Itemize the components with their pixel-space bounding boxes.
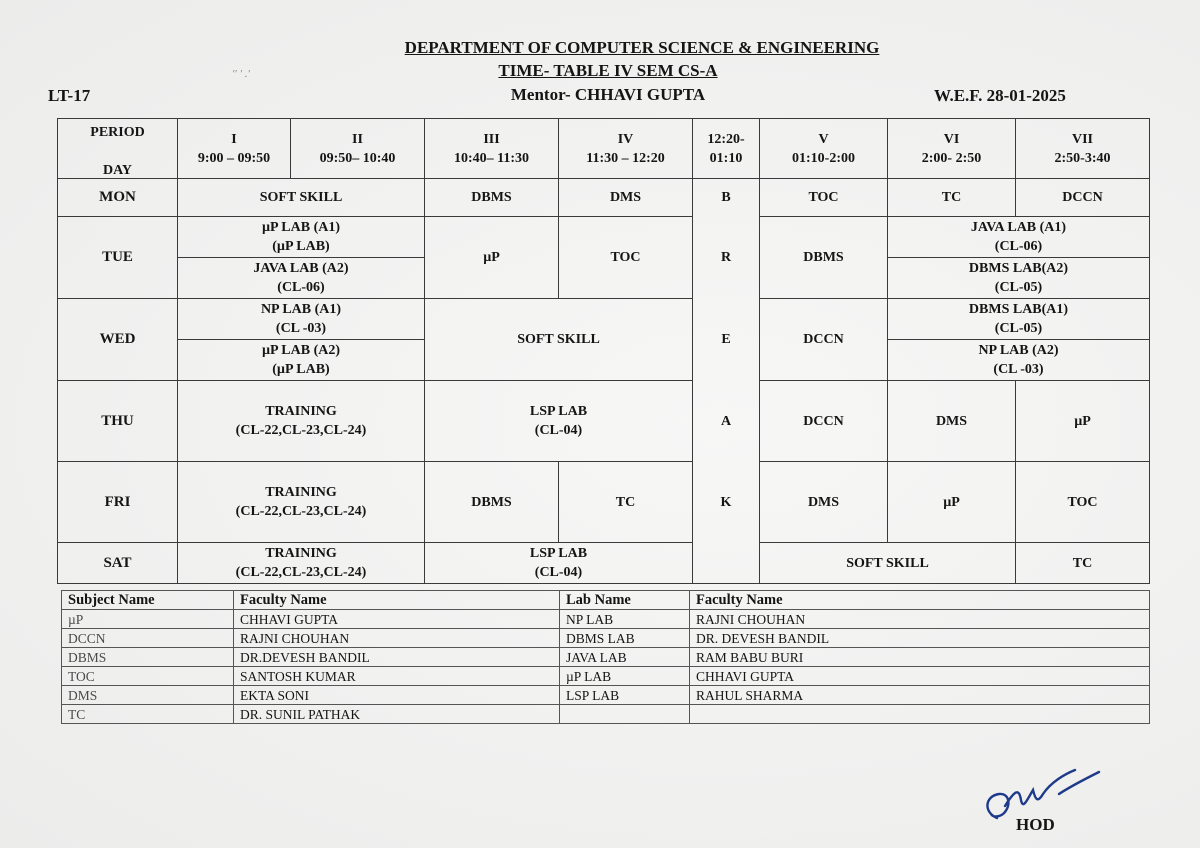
- faculty-row: [62, 667, 1150, 686]
- lab-name-header: Lab Name: [560, 591, 690, 610]
- lunch-start: 12:20-: [707, 131, 745, 147]
- lab-room: (CL-06): [277, 280, 325, 295]
- lab-batch-a1: [888, 217, 1150, 258]
- faculty-name-header: Faculty Name: [234, 591, 560, 610]
- day-name: FRI: [58, 462, 178, 543]
- lab-name: JAVA LAB: [560, 648, 690, 667]
- lab-batch-a2: [888, 340, 1150, 381]
- lab-name: NP LAB (A1): [260, 302, 342, 317]
- room-number: LT-17: [48, 86, 91, 105]
- period-header: [760, 119, 888, 179]
- faculty-table: [61, 590, 1150, 724]
- class-cell: µP: [425, 217, 559, 299]
- lab-faculty-name: RAHUL SHARMA: [690, 686, 1150, 705]
- lab-name: LSP LAB: [560, 686, 690, 705]
- day-row-thu: [58, 381, 1150, 462]
- period-time: 11:30 – 12:20: [586, 150, 665, 166]
- faculty-header-row: [62, 591, 1150, 610]
- lab-faculty-name: RAM BABU BURI: [690, 648, 1150, 667]
- day-row-sat: [58, 543, 1150, 584]
- day-row-fri: [58, 462, 1150, 543]
- faculty-name: EKTA SONI: [234, 686, 560, 705]
- lab-name: LSP LAB: [529, 404, 588, 419]
- class-cell: DCCN: [760, 381, 888, 462]
- period-label: PERIOD: [90, 125, 145, 140]
- period-number: IV: [617, 131, 634, 147]
- lab-cell: [425, 381, 693, 462]
- training-label: TRAINING: [265, 404, 337, 419]
- lab-name: µP LAB (A2): [261, 343, 341, 358]
- lunch-header: [693, 119, 760, 179]
- lunch-letter: R: [693, 217, 760, 299]
- class-cell: TOC: [559, 217, 693, 299]
- lab-room: (CL -03): [275, 321, 327, 336]
- lab-room: (µP LAB): [272, 239, 330, 254]
- training-rooms: (CL-22,CL-23,CL-24): [235, 504, 367, 519]
- class-cell: DMS: [760, 462, 888, 543]
- subject-name: DBMS: [62, 648, 234, 667]
- faculty-name: SANTOSH KUMAR: [234, 667, 560, 686]
- period-number: III: [483, 131, 500, 147]
- signature-stroke: [987, 770, 1099, 818]
- lab-faculty-name: [690, 705, 1150, 724]
- subject-name: TOC: [62, 667, 234, 686]
- day-label: DAY: [102, 163, 133, 178]
- period-number: I: [231, 131, 237, 147]
- training-cell: [178, 381, 425, 462]
- day-name: MON: [58, 179, 178, 217]
- lab-batch-a2: [178, 258, 425, 299]
- faculty-row: [62, 686, 1150, 705]
- lunch-blank: [693, 543, 760, 584]
- class-cell: TC: [888, 179, 1016, 217]
- period-header: [888, 119, 1016, 179]
- lunch-letter: B: [693, 179, 760, 217]
- training-label: TRAINING: [265, 546, 337, 561]
- lab-room: (CL-04): [534, 565, 583, 580]
- lab-room: (CL -03): [993, 362, 1044, 377]
- class-cell: µP: [1016, 381, 1150, 462]
- class-cell: TC: [1016, 543, 1150, 584]
- lab-name: DBMS LAB(A2): [968, 261, 1069, 276]
- class-cell: DCCN: [760, 299, 888, 381]
- training-rooms: (CL-22,CL-23,CL-24): [235, 423, 367, 438]
- training-rooms: (CL-22,CL-23,CL-24): [235, 565, 367, 580]
- period-time: 2:50-3:40: [1054, 150, 1111, 166]
- day-name: TUE: [58, 217, 178, 299]
- day-name: WED: [58, 299, 178, 381]
- class-cell: DMS: [888, 381, 1016, 462]
- subject-name: µP: [62, 610, 234, 629]
- department-title: DEPARTMENT OF COMPUTER SCIENCE & ENGINEERING: [404, 38, 880, 57]
- period-time: 09:50– 10:40: [319, 150, 396, 166]
- lab-name: JAVA LAB (A1): [970, 220, 1067, 235]
- class-cell: DMS: [559, 179, 693, 217]
- training-cell: [178, 543, 425, 584]
- class-cell: DBMS: [425, 179, 559, 217]
- lab-name: JAVA LAB (A2): [253, 261, 349, 276]
- timetable-title: TIME- TABLE IV SEM CS-A: [498, 61, 718, 80]
- period-time: 10:40– 11:30: [453, 150, 530, 166]
- faculty-row: [62, 610, 1150, 629]
- lab-room: (CL-04): [534, 423, 583, 438]
- lab-name: [560, 705, 690, 724]
- lab-name: µP LAB: [560, 667, 690, 686]
- period-header: [178, 119, 291, 179]
- lab-batch-a1: [178, 299, 425, 340]
- lab-faculty-name: CHHAVI GUPTA: [690, 667, 1150, 686]
- class-cell: DCCN: [1016, 179, 1150, 217]
- lab-faculty-name: DR. DEVESH BANDIL: [690, 629, 1150, 648]
- wef-date: W.E.F. 28-01-2025: [934, 86, 1066, 105]
- day-row-mon: [58, 179, 1150, 217]
- class-cell: SOFT SKILL: [425, 299, 693, 381]
- class-cell: µP: [888, 462, 1016, 543]
- lab-room: (CL-06): [994, 239, 1043, 254]
- lab-name: LSP LAB: [529, 546, 588, 561]
- period-header: [291, 119, 425, 179]
- subject-name: DCCN: [62, 629, 234, 648]
- pencil-mark: ′′ ′ .′: [232, 68, 250, 80]
- class-cell: DBMS: [425, 462, 559, 543]
- day-name: SAT: [58, 543, 178, 584]
- class-cell: TOC: [760, 179, 888, 217]
- faculty-row: [62, 648, 1150, 667]
- period-time: 2:00- 2:50: [921, 150, 982, 166]
- mentor-line: Mentor- CHHAVI GUPTA: [510, 85, 706, 104]
- period-header: [425, 119, 559, 179]
- period-number: II: [352, 131, 363, 147]
- day-row-tue: [58, 217, 1150, 258]
- lab-room: (µP LAB): [272, 362, 330, 377]
- lab-batch-a1: [178, 217, 425, 258]
- class-cell: SOFT SKILL: [178, 179, 425, 217]
- lab-batch-a2: [178, 340, 425, 381]
- lab-batch-a2: [888, 258, 1150, 299]
- subject-name: DMS: [62, 686, 234, 705]
- period-header: [559, 119, 693, 179]
- period-number: VI: [943, 131, 960, 147]
- period-day-corner: [58, 119, 178, 179]
- lab-room: (CL-05): [994, 321, 1043, 336]
- day-name: THU: [58, 381, 178, 462]
- faculty-name: CHHAVI GUPTA: [234, 610, 560, 629]
- faculty-row: [62, 705, 1150, 724]
- lab-name: NP LAB: [560, 610, 690, 629]
- subject-name: TC: [62, 705, 234, 724]
- training-label: TRAINING: [265, 485, 337, 500]
- class-cell: DBMS: [760, 217, 888, 299]
- lab-room: (CL-05): [994, 280, 1043, 295]
- faculty-name: RAJNI CHOUHAN: [234, 629, 560, 648]
- lab-faculty-header: Faculty Name: [690, 591, 1150, 610]
- faculty-row: [62, 629, 1150, 648]
- hod-label: HOD: [1016, 815, 1055, 834]
- class-cell: TOC: [1016, 462, 1150, 543]
- subject-name-header: Subject Name: [62, 591, 234, 610]
- lunch-letter: A: [693, 381, 760, 462]
- period-header-row: [58, 119, 1150, 179]
- faculty-name: DR. SUNIL PATHAK: [234, 705, 560, 724]
- lab-cell: [425, 543, 693, 584]
- period-header: [1016, 119, 1150, 179]
- lab-name: µP LAB (A1): [261, 220, 341, 235]
- period-number: VII: [1071, 131, 1093, 147]
- lab-batch-a1: [888, 299, 1150, 340]
- lunch-letter: E: [693, 299, 760, 381]
- day-row-wed: [58, 299, 1150, 340]
- class-cell: TC: [559, 462, 693, 543]
- training-cell: [178, 462, 425, 543]
- lunch-letter: K: [693, 462, 760, 543]
- faculty-name: DR.DEVESH BANDIL: [234, 648, 560, 667]
- period-time: 01:10-2:00: [792, 150, 855, 166]
- class-cell: SOFT SKILL: [760, 543, 1016, 584]
- lab-faculty-name: RAJNI CHOUHAN: [690, 610, 1150, 629]
- period-number: V: [818, 131, 829, 147]
- period-time: 9:00 – 09:50: [197, 150, 271, 166]
- lab-name: DBMS LAB: [560, 629, 690, 648]
- lunch-end: 01:10: [709, 150, 743, 166]
- lab-name: NP LAB (A2): [978, 343, 1059, 358]
- lab-name: DBMS LAB(A1): [968, 302, 1069, 317]
- timetable: [57, 118, 1150, 584]
